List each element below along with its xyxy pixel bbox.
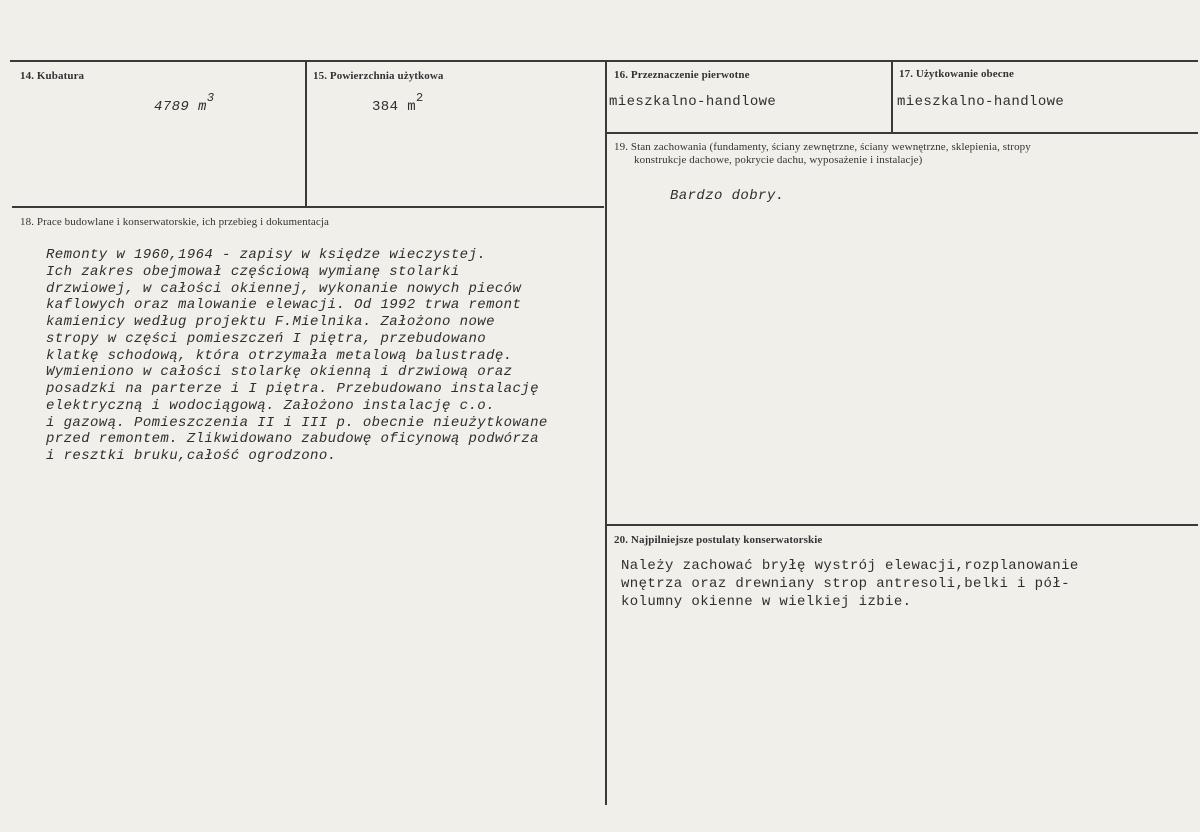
- divider-row-f14-f18: [12, 206, 604, 208]
- f14-unit-exp: 3: [206, 91, 215, 105]
- f15-value: [372, 91, 424, 115]
- f15-label: 15. Powierzchnia użytkowa: [313, 70, 444, 82]
- f18-label: 18. Prace budowlane i konserwatorskie, ich przebieg i dokumentacja: [20, 216, 329, 228]
- f15-unit-exp: 2: [416, 91, 424, 105]
- f18-line: Remonty w 1960,1964 - zapisy w księdze wieczystej.: [46, 247, 487, 263]
- f19-label-line1: 19. Stan zachowania (fundamenty, ściany zewnętrzne, ściany wewnętrzne, sklepienia, stropy: [614, 141, 1031, 153]
- f20-line: Należy zachować bryłę wystrój elewacji,rozplanowanie: [621, 558, 1079, 574]
- f15-value-text: 384 m: [372, 99, 417, 115]
- f14-value: [154, 91, 215, 115]
- divider-f16-f17: [891, 61, 893, 133]
- f18-line: i resztki bruku,całość ogrodzono.: [46, 448, 337, 464]
- f20-label: 20. Najpilniejsze postulaty konserwatorskie: [614, 534, 823, 546]
- f18-line: Wymieniono w całości stolarkę okienną i drzwiową oraz: [46, 364, 513, 381]
- f19-value: Bardzo dobry.: [670, 188, 785, 204]
- f17-label: 17. Użytkowanie obecne: [899, 68, 1014, 80]
- f18-line: drzwiowej, w całości okiennej, wykonanie nowych pieców: [46, 280, 522, 297]
- f20-line: kolumny okienne w wielkiej izbie.: [621, 594, 912, 610]
- f18-line: elektryczną i wodociągową. Założono instalację c.o.: [46, 397, 495, 414]
- divider-f14-f15: [305, 61, 307, 207]
- f18-line: kamienicy według projektu F.Mielnika. Założono nowe: [46, 314, 495, 330]
- f18-text: [46, 247, 548, 465]
- f20-text: [621, 557, 1079, 611]
- f18-line: posadzki na parterze i I piętra. Przebudowano instalację: [46, 381, 539, 397]
- f18-line: klatkę schodową, która otrzymała metalową balustradę.: [46, 347, 513, 364]
- divider-row-f16-f19: [606, 132, 1198, 134]
- f19-label-line2: konstrukcje dachowe, pokrycie dachu, wyposażenie i instalacje): [634, 154, 923, 166]
- divider-row-f19-f20: [606, 524, 1198, 526]
- f16-value: mieszkalno-handlowe: [609, 94, 777, 110]
- f17-value: mieszkalno-handlowe: [897, 94, 1065, 110]
- f20-line: wnętrza oraz drewniany strop antresoli,belki i pół-: [621, 576, 1070, 592]
- f18-line: przed remontem. Zlikwidowano zabudowę oficynową podwórza: [46, 431, 539, 448]
- f18-line: i gazową. Pomieszczenia II i III p. obecnie nieużytkowane: [46, 414, 548, 431]
- top-border-line: [10, 60, 1198, 62]
- f18-line: kaflowych oraz malowanie elewacji. Od 1992 trwa remont: [46, 297, 522, 314]
- f16-label: 16. Przeznaczenie pierwotne: [614, 69, 750, 81]
- center-divider: [605, 61, 607, 805]
- f18-line: stropy w części pomieszczeń I piętra, przebudowano: [46, 330, 487, 347]
- f18-line: Ich zakres obejmował częściową wymianę stolarki: [46, 263, 460, 280]
- f14-label: 14. Kubatura: [20, 70, 85, 82]
- f14-value-text: 4789 m: [154, 99, 207, 115]
